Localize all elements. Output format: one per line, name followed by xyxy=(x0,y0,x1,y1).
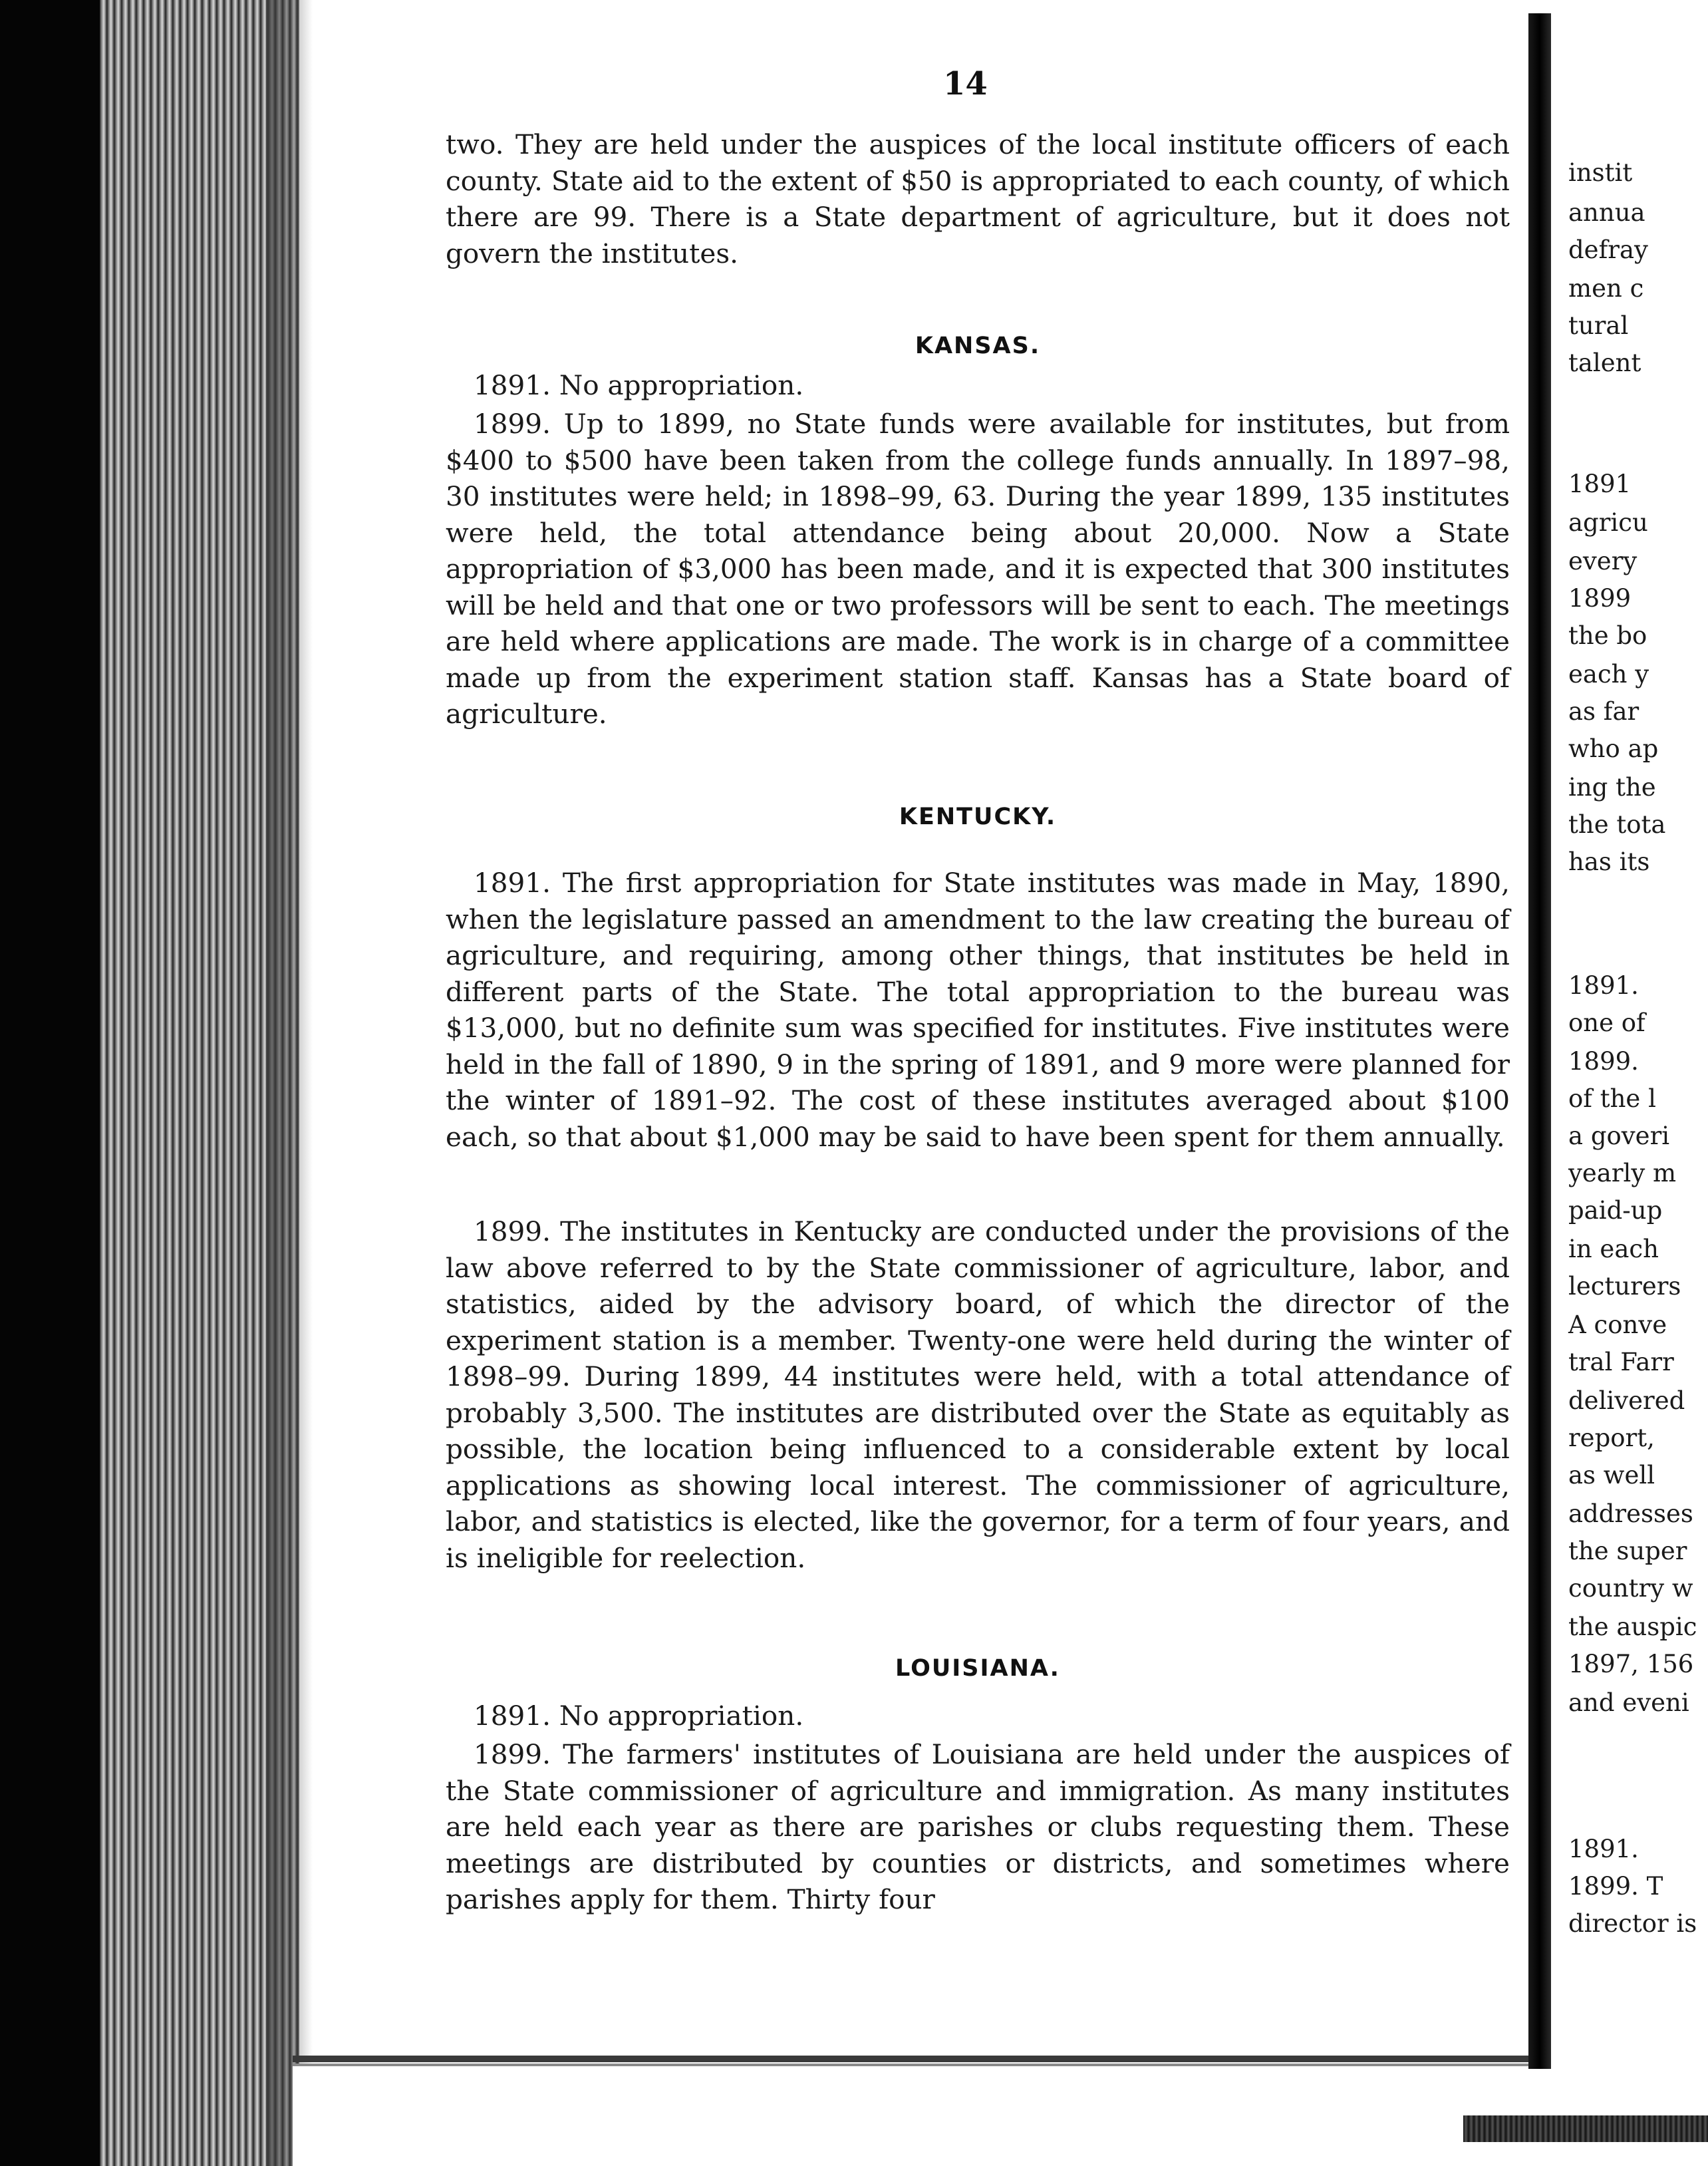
facing-text-line: tural xyxy=(1568,311,1629,340)
facing-page xyxy=(1556,0,1708,2109)
book-spine xyxy=(1528,13,1551,2069)
intro-paragraph: two. They are held under the auspices of the local institute officers of each county. State aid to the extent of $50 is appropriated to each county, of which there are 99. There is a State department of agriculture, but it does not govern the institutes. xyxy=(446,128,1510,269)
facing-text-line: of the l xyxy=(1568,1084,1656,1113)
facing-text-line: addresses xyxy=(1568,1499,1693,1528)
facing-text-line: as far xyxy=(1568,697,1639,726)
facing-text-line: defray xyxy=(1568,235,1648,264)
facing-text-line: 1899. T xyxy=(1568,1872,1663,1901)
facing-text-line: 1891. xyxy=(1568,1835,1639,1863)
facing-text-line: instit xyxy=(1568,158,1633,187)
louisiana-paragraph-1891: 1891. No appropriation. xyxy=(474,1700,804,1732)
facing-text-line: annua xyxy=(1568,198,1645,227)
facing-text-line: delivered xyxy=(1568,1386,1685,1415)
facing-text-line: ing the xyxy=(1568,773,1656,802)
facing-text-line: the bo xyxy=(1568,621,1647,650)
facing-text-line: paid-up xyxy=(1568,1196,1663,1225)
facing-text-line: 1899 xyxy=(1568,584,1632,613)
section-heading-kansas: KANSAS. xyxy=(915,333,1041,359)
kentucky-paragraph-1899: 1899. The institutes in Kentucky are conducted under the provisions of the law above referred to by the State commissioner of agriculture, labor, and statistics, aided by the advisory board, of which the director of the experiment station is a member. Twenty-one were held during the winter of 1898–99. During 1899, 44 institutes were held, with a total attendance of probably 3,500. The institutes are distributed over the State as equitably as possible, the location being influenced to a considerable extent by local applications as showing local interest. The commissioner of agriculture, labor, and statistics is elected, like the governor, for a term of four years, and is ineligible for reelection. xyxy=(446,1215,1510,1574)
facing-text-line: one of xyxy=(1568,1008,1645,1037)
facing-text-line: in each xyxy=(1568,1235,1659,1263)
book-spine-bottom xyxy=(1463,2115,1708,2142)
kansas-paragraph-1899: 1899. Up to 1899, no State funds were available for institutes, but from $400 to $500 have been taken from the college funds annually. In 1897–98, 30 institutes were held; in 1898–99, 63. During the year 1899, 135 institutes were held, the total attendance being about 20,000. Now a State appropriation of $3,000 has been made, and it is expected that 300 institutes will be held and that one or two professors will be sent to each. The meetings are held where applications are made. The work is in charge of a committee made up from the experiment station staff. Kansas has a State board of agriculture. xyxy=(446,408,1510,730)
facing-text-line: the super xyxy=(1568,1537,1687,1565)
facing-text-line: and eveni xyxy=(1568,1688,1689,1717)
kansas-paragraph-1891: 1891. No appropriation. xyxy=(474,369,804,401)
facing-text-line: director is xyxy=(1568,1909,1697,1938)
facing-text-line: report, xyxy=(1568,1424,1655,1452)
page-edge-shadow xyxy=(293,2056,1536,2062)
facing-text-line: every xyxy=(1568,547,1637,575)
facing-text-line: a goveri xyxy=(1568,1122,1670,1150)
facing-text-line: yearly m xyxy=(1568,1159,1677,1187)
facing-text-line: 1899. xyxy=(1568,1047,1639,1076)
facing-text-line: tral Farr xyxy=(1568,1348,1674,1376)
facing-text-line: country w xyxy=(1568,1574,1693,1603)
facing-text-line: talent xyxy=(1568,349,1641,377)
facing-text-line: as well xyxy=(1568,1461,1655,1489)
facing-text-line: the tota xyxy=(1568,810,1666,839)
facing-text-line: men c xyxy=(1568,274,1644,303)
facing-text-line: agricu xyxy=(1568,508,1648,537)
kentucky-paragraph-1891: 1891. The first appropriation for State institutes was made in May, 1890, when the legislature passed an amendment to the law creating the bureau of agriculture, and requiring, among other things, that institutes be held in different parts of the State. The total appropriation to the bureau was $13,000, but no definite sum was specified for institutes. Five institutes were held in the fall of 1890, 9 in the spring of 1891, and 9 more were planned for the winter of 1891–92. The cost of these institutes averaged about $100 each, so that about $1,000 may be said to have been spent for them annually. xyxy=(446,867,1510,1153)
facing-text-line: A conve xyxy=(1568,1311,1667,1339)
gutter-shadow xyxy=(266,0,313,2166)
facing-text-line: who ap xyxy=(1568,734,1659,763)
facing-text-line: has its xyxy=(1568,848,1650,876)
louisiana-paragraph-1899: 1899. The farmers' institutes of Louisiana are held under the auspices of the State commissioner of agriculture and immigration. As many institutes are held each year as there are parishes or clubs requesting them. These meetings are distributed by counties or districts, and sometimes where parishes apply for them. Thirty four xyxy=(446,1738,1510,1915)
facing-text-line: the auspic xyxy=(1568,1613,1697,1641)
facing-text-line: lecturers xyxy=(1568,1272,1681,1301)
page-number: 14 xyxy=(943,65,988,102)
facing-text-line: each y xyxy=(1568,660,1649,689)
facing-text-line: 1891. xyxy=(1568,971,1639,1000)
section-heading-louisiana: LOUISIANA. xyxy=(895,1655,1060,1682)
facing-text-line: 1891 xyxy=(1568,470,1632,498)
facing-text-line: 1897, 156 xyxy=(1568,1650,1694,1678)
scan-border-left xyxy=(0,0,100,2166)
section-heading-kentucky: KENTUCKY. xyxy=(899,804,1057,830)
